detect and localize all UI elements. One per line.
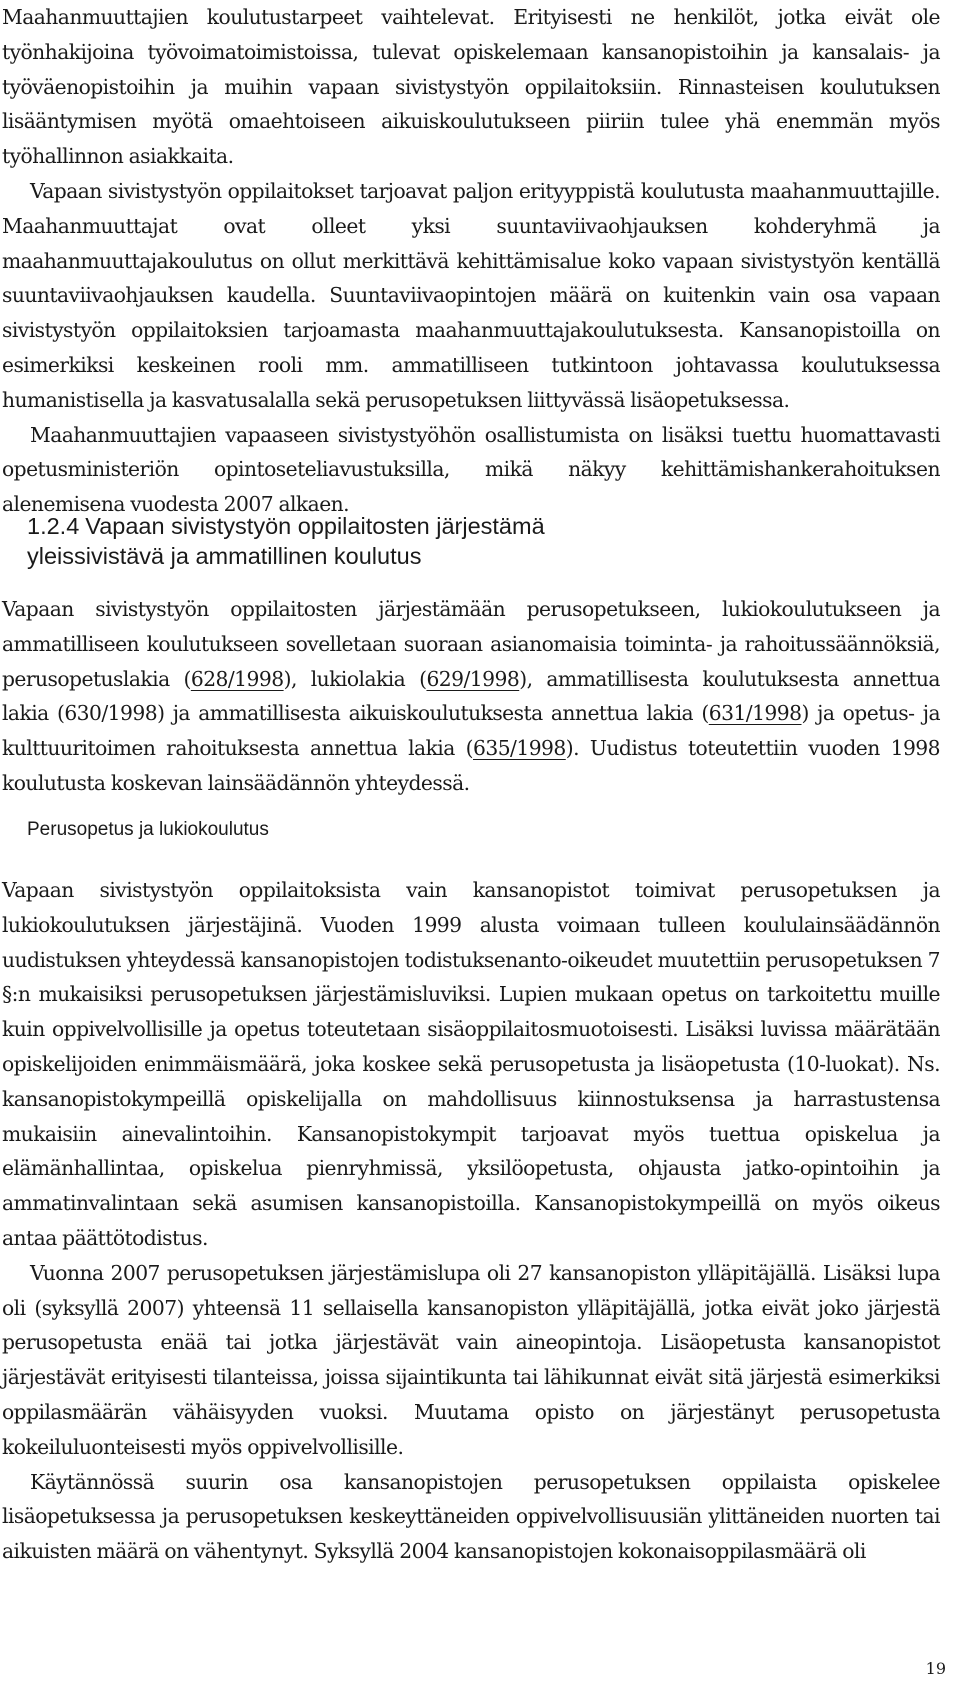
page-number: 19 (925, 1659, 946, 1678)
paragraph: Maahanmuuttajien koulutustarpeet vaihtelevat. Erityisesti ne henkilöt, jotka eivät ole työnhakijoina työvoimatoimistoissa, tulevat opiskelemaan kansanopistoihin ja kansalais- ja työväenopistoihin ja muihin vapaan sivistystyön oppilaitoksiin. Rinnasteisen koulutuksen lisääntymisen myötä omaehtoiseen aikuiskoulutukseen piiriin tulee yhä enemmän myös työhallinnon asiakkaita. (2, 5, 940, 169)
subsection-heading: Perusopetus ja lukiokoulutus (27, 819, 269, 840)
section-heading-line-1 (27, 511, 727, 541)
section-heading (27, 511, 727, 571)
paragraph: Maahanmuuttajien vapaaseen sivistystyöhön osallistumista on lisäksi tuettu huomattavasti opetusministeriön opintoseteliavustuksilla, mikä näkyy kehittämishankerahoituksen alenemisena vuodesta 2007 alkaen. (2, 422, 940, 517)
section-title: Vapaan sivistystyön oppilaitosten järjestämä (85, 513, 545, 539)
text-segment: ) ja opetus- ja kulttuuritoimen rahoituksesta annettua lakia ( (2, 701, 941, 761)
section-heading-line-2: yleissivistävä ja ammatillinen koulutus (27, 543, 422, 569)
text-segment: ). Uudistus toteutettiin vuoden 1998 koulutusta koskevan lainsäädännön yhteydessä. (2, 736, 940, 795)
law-text-block (2, 592, 940, 801)
law-link-635-1998[interactable]: 635/1998 (473, 736, 566, 761)
text-segment: ), lukiolakia ( (283, 666, 427, 691)
section-number: 1.2.4 (27, 513, 80, 539)
paragraph: Vapaan sivistystyön oppilaitokset tarjoavat paljon erityyppistä koulutusta maahanmuuttajille. Maahanmuuttajat ovat olleet yksi suuntaviivaohjauksen kohderyhmä ja maahanmuuttajakoulutus on ollut merkittävä kehittämisalue koko vapaan sivistystyön kentällä suuntaviivaohjauksen kaudella. Suuntaviivaopintojen määrä on kuitenkin vain osa vapaan sivistystyön oppilaitoksien tarjoamasta maahanmuuttajakoulutuksesta. Kansanopistoilla on esimerkiksi keskeinen rooli mm. ammatilliseen tutkintoon johtavassa koulutuksessa humanistisella ja kasvatusalalla sekä perusopetuksen liittyvässä lisäopetuksessa. (2, 178, 940, 412)
paragraph: Vuonna 2007 perusopetuksen järjestämislupa oli 27 kansanopiston ylläpitäjällä. Lisäksi lupa oli (syksyllä 2007) yhteensä 11 sellaisella kansanopiston ylläpitäjällä, jotka eivät joko järjestä perusopetusta enää tai jotka järjestävät vain aineopintoja. Lisäopetusta kansanopistot järjestävät erityisesti tilanteissa, joissa sijaintikunta tai lähikunnat eivät sitä järjestä esimerkiksi oppilasmäärän vähäisyyden vuoksi. Muutama opisto on järjestänyt perusopetusta kokeiluluonteisesti myös oppivelvollisille. (2, 1260, 940, 1459)
text-segment: ), ammatillisesta koulutuksesta annettua lakia (630/1998) ja ammatillisesta aikuiskoulutuksesta annettua lakia ( (2, 666, 940, 726)
basic-education-text-block (2, 873, 940, 1569)
law-link-631-1998[interactable]: 631/1998 (708, 701, 802, 726)
paragraph: Käytännössä suurin osa kansanopistojen perusopetuksen oppilaista opiskelee lisäopetuksessa ja perusopetuksen keskeyttäneiden oppivelvollisuusiän ylittäneiden nuorten tai aikuisten määrä on vähentynyt. Syksyllä 2004 kansanopistojen kokonaisoppilasmäärä oli (2, 1469, 940, 1564)
law-link-628-1998[interactable]: 628/1998 (190, 666, 284, 691)
intro-text-block (2, 0, 940, 522)
text-segment: Vapaan sivistystyön oppilaitosten järjestämään perusopetukseen, lukiokoulutukseen ja ammatilliseen koulutukseen sovelletaan suoraan asianomaisia toiminta- ja rahoitussäännöksiä, perusopetuslakia ( (2, 597, 940, 691)
paragraph: Vapaan sivistystyön oppilaitoksista vain kansanopistot toimivat perusopetuksen ja lukiokoulutuksen järjestäjinä. Vuoden 1999 alusta voimaan tulleen koululainsäädännön uudistuksen yhteydessä kansanopistojen todistuksenanto-oikeudet muutettiin perusopetuksen 7 §:n mukaisiksi perusopetuksen järjestämisluviksi. Lupien mukaan opetus on tarkoitettu muille kuin oppivelvollisille ja opetus toteutetaan sisäoppilaitosmuotoisesti. Lisäksi luvissa määrätään opiskelijoiden enimmäismäärä, joka koskee sekä perusopetusta ja lisäopetusta (10-luokat). Ns. kansanopistokympeillä opiskelijalla on mahdollisuus kiinnostuksensa ja harrastustensa mukaisiin ainevalintoihin. Kansanopistokympit tarjoavat myös tuettua opiskelua ja elämänhallintaa, opiskelua pienryhmissä, yksilöopetusta, ohjausta jatko-opintoihin ja ammatinvalintaan sekä asumisen kansanopistoilla. Kansanopistokympeillä on myös oikeus antaa päättötodistus. (2, 878, 940, 1250)
law-link-629-1998[interactable]: 629/1998 (426, 666, 520, 691)
paragraph (2, 592, 940, 801)
